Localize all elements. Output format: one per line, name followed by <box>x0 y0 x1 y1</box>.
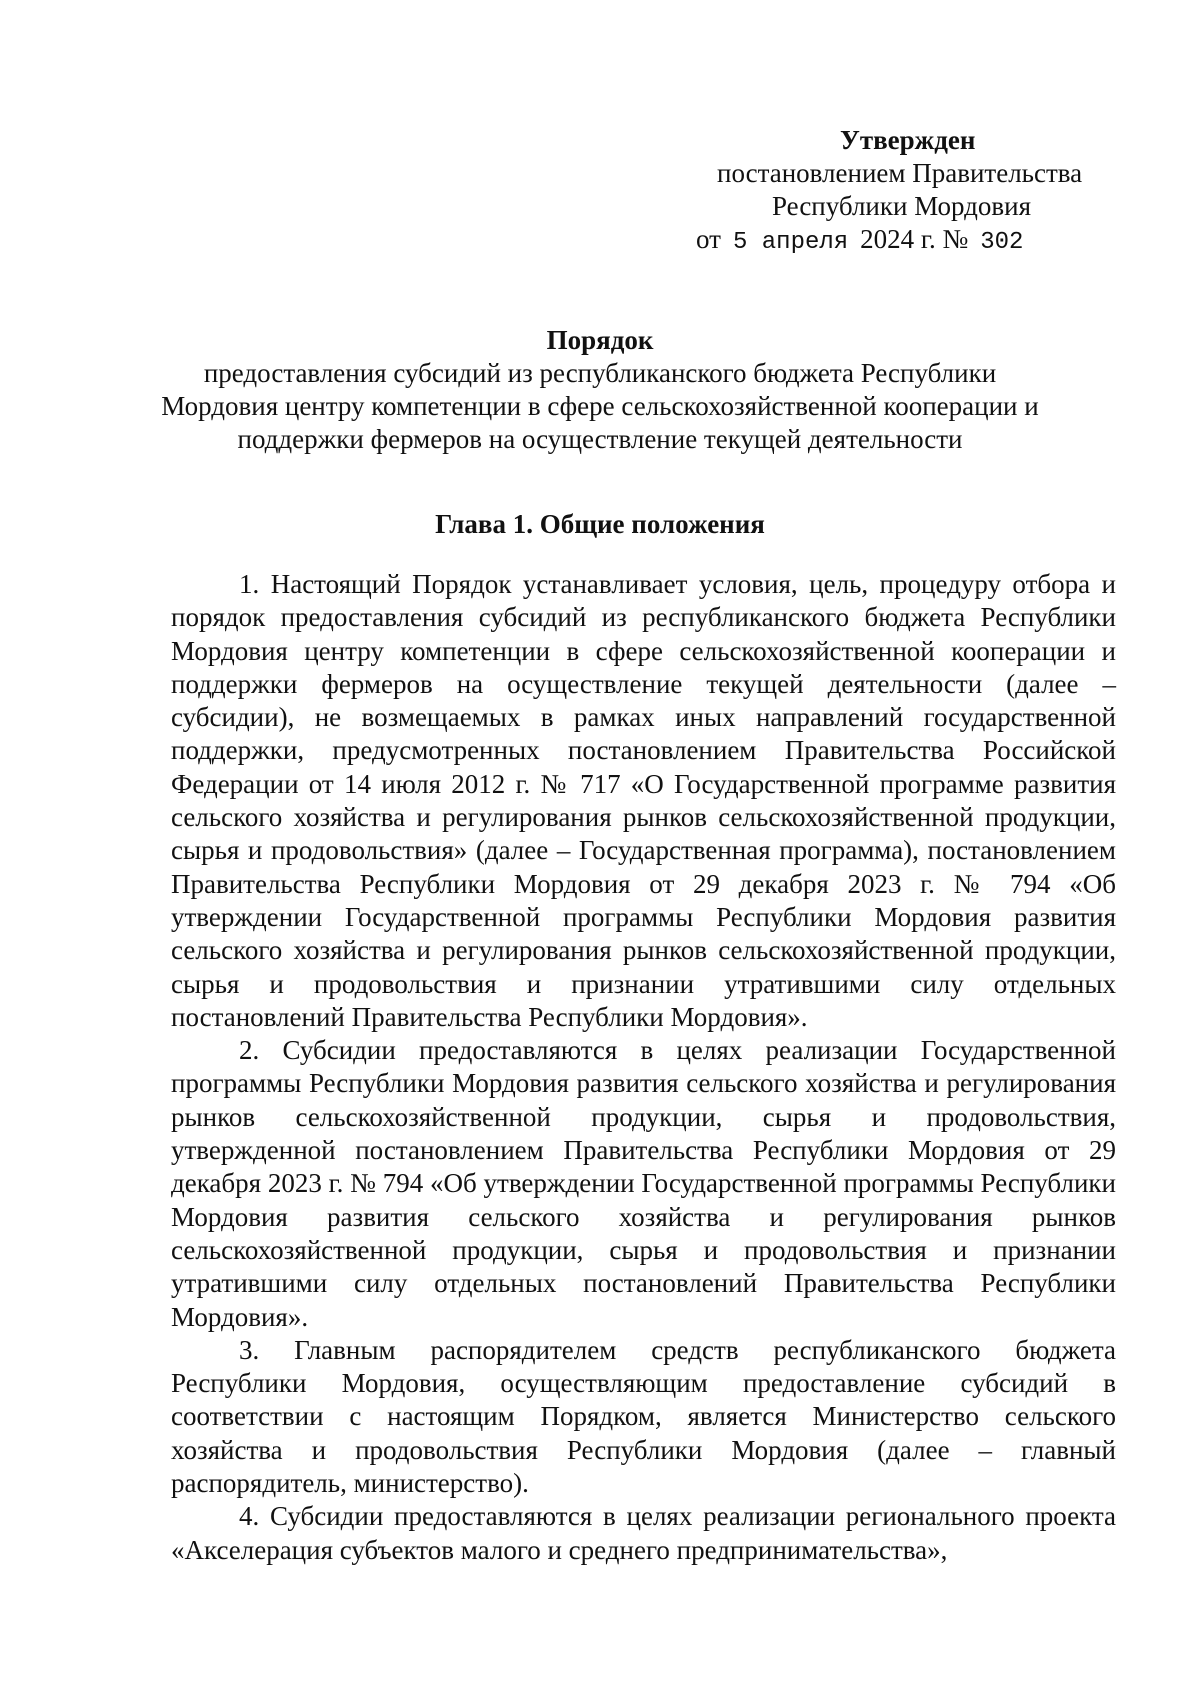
date-year: 2024 г. № <box>860 224 969 254</box>
approval-title: Утвержден <box>840 125 976 155</box>
paragraph-3: 3. Главным распорядителем средств республиканского бюджета Республики Мордовия, осуществляющим предоставление субсидий в соответствии с настоящим Порядком, является Министерство сельского хозяйства и продовольствия Республики Мордовия (далее – главный распорядитель, министерство). <box>171 1334 1116 1499</box>
document-title-block <box>100 324 1100 456</box>
document-body <box>171 568 1116 1567</box>
paragraph-1: 1. Настоящий Порядок устанавливает условия, цель, процедуру отбора и порядок предоставления субсидий из республиканского бюджета Республики Мордовия центру компетенции в сфере сельскохозяйственной кооперации и поддержки фермеров на осуществление текущей деятельности (далее – субсидии), не возмещаемых в рамках иных направлений государственной поддержки, предусмотренных постановлением Правительства Российской Федерации от 14 июля 2012 г. № 717 «О Государственной программе развития сельского хозяйства и регулирования рынков сельскохозяйственной продукции, сырья и продовольствия» (далее – Государственная программа), постановлением Правительства Республики Мордовия от 29 декабря 2023 г. № 794 «Об утверждении Государственной программы Республики Мордовия развития сельского хозяйства и регулирования рынков сельскохозяйственной продукции, сырья и продовольствия и признании утратившими силу отдельных постановлений Правительства Республики Мордовия». <box>171 569 1116 1032</box>
document-title: Порядок <box>546 325 654 355</box>
chapter-heading: Глава 1. Общие положения <box>435 509 765 539</box>
paragraph-2: 2. Субсидии предоставляются в целях реализации Государственной программы Республики Мордовия развития сельского хозяйства и регулирования рынков сельскохозяйственной продукции, сырья и продовольствия, утвержденной постановлением Правительства Республики Мордовия от 29 декабря 2023 г. № 794 «Об утверждении Государственной программы Республики Мордовия развития сельского хозяйства и регулирования рынков сельскохозяйственной продукции, сырья и продовольствия и признании утратившими силу отдельных постановлений Правительства Республики Мордовия». <box>171 1035 1116 1332</box>
paragraph-4: 4. Субсидии предоставляются в целях реализации регионального проекта «Акселерация субъектов малого и среднего предпринимательства», <box>171 1501 1116 1565</box>
approval-line-republic: Республики Мордовия <box>772 191 1032 221</box>
date-day-month: 5 апреля <box>732 229 849 256</box>
approval-date-line <box>660 223 1100 259</box>
document-subtitle-line: Мордовия центру компетенции в сфере сельскохозяйственной кооперации и <box>161 391 1039 421</box>
document-subtitle-line: предоставления субсидий из республиканского бюджета Республики <box>203 358 997 388</box>
approval-line-government: постановлением Правительства <box>717 158 1083 188</box>
resolution-number: 302 <box>980 229 1024 256</box>
date-prefix: от <box>696 224 721 254</box>
approval-block <box>660 124 1100 259</box>
document-subtitle-line: поддержки фермеров на осуществление текущей деятельности <box>237 424 963 454</box>
